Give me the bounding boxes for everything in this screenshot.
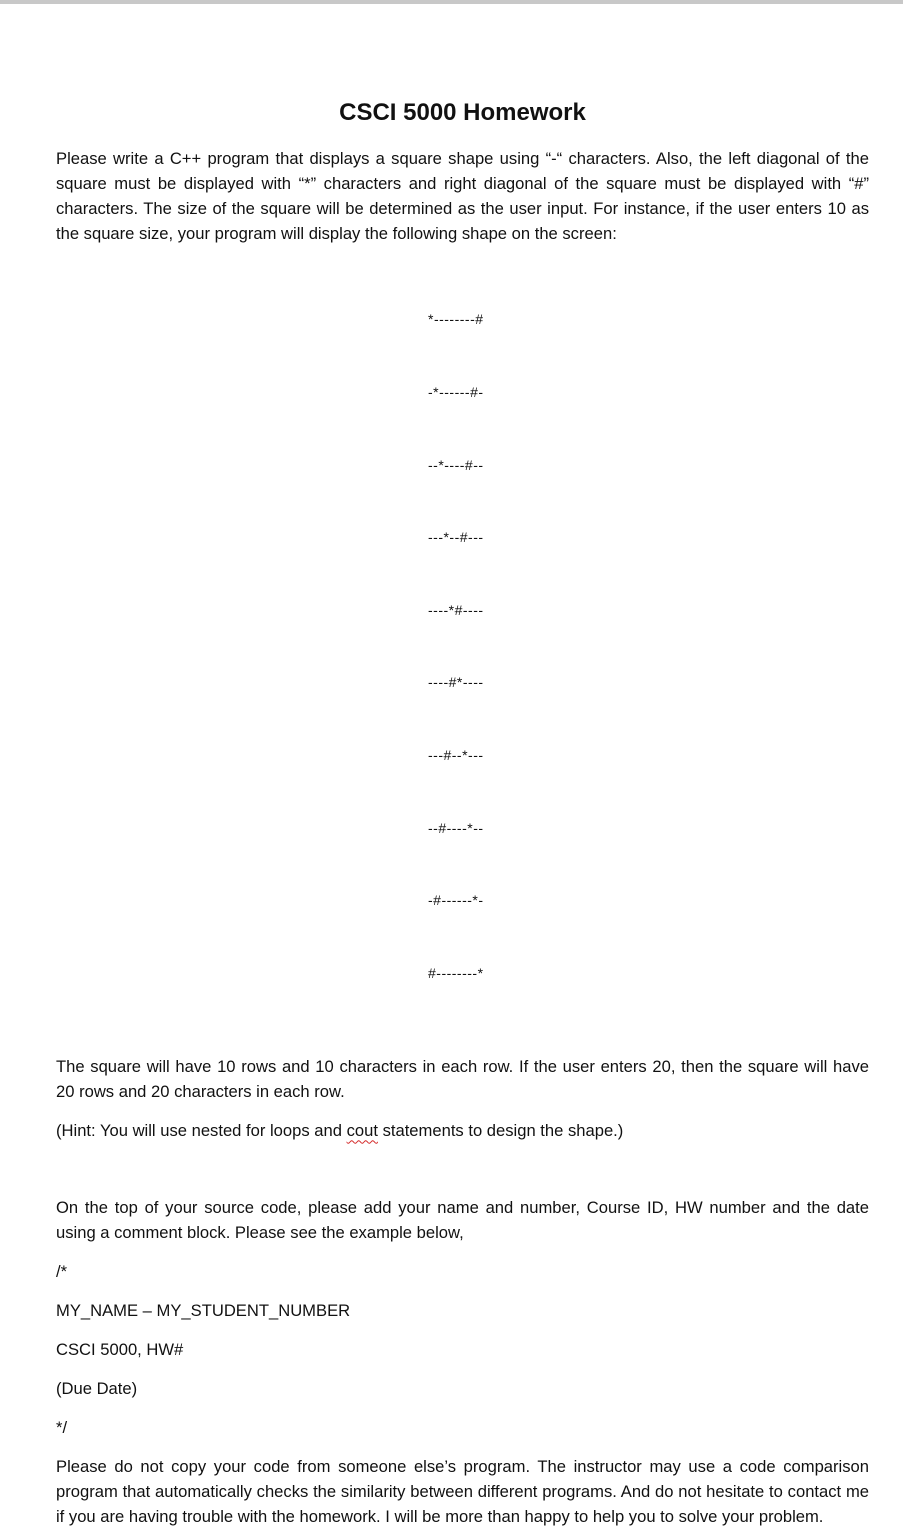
hint-text-end: statements to design the shape.) [377, 1121, 624, 1141]
top-border [0, 0, 903, 4]
comment-name-line: MY_NAME – MY_STUDENT_NUMBER [56, 1301, 351, 1321]
square-description: The square will have 10 rows and 10 characters in each row. If the user enters 20, then the square will have 20 rows and 20 characters in each row. [56, 1057, 869, 1102]
document-title: CSCI 5000 Homework [339, 99, 586, 126]
shape-line: ---#--*--- [428, 746, 484, 763]
shape-line: -*------#- [428, 384, 484, 400]
comment-date-line: (Due Date) [56, 1379, 138, 1399]
square-shape-example [56, 259, 869, 1033]
comment-instructions: On the top of your source code, please add your name and number, Course ID, HW number and the date using a comment block. Please see the example below, [56, 1198, 869, 1243]
shape-line: ----#*---- [428, 674, 484, 691]
shape-line: #--------* [428, 964, 484, 981]
document-page [56, 98, 869, 1529]
shape-line: ---*--#--- [428, 529, 484, 546]
comment-close: */ [56, 1418, 68, 1438]
intro-paragraph: Please write a C++ program that displays a square shape using “-“ characters. Also, the left diagonal of the square must be displayed with “*” characters and right diagonal of the square must be displayed with “#” characters. The size of the square will be determined as the user input. For instance, if the user enters 10 as the square size, your program will display the following shape on the screen: [56, 149, 869, 243]
comment-course-line: CSCI 5000, HW# [56, 1340, 184, 1360]
comment-open: /* [56, 1262, 68, 1282]
spellcheck-word: cout [346, 1121, 378, 1141]
closing-paragraph: Please do not copy your code from someone else’s program. The instructor may use a code comparison program that automatically checks the similarity between different programs. And do not hesitate to contact me if you are having trouble with the homework. I will be more than happy to help you to solve your problem. [56, 1457, 869, 1527]
hint-paragraph [56, 1118, 869, 1143]
hint-text-start: (Hint: You will use nested for loops and [56, 1121, 347, 1141]
shape-line: --#----*-- [428, 819, 484, 836]
shape-line: --*----#-- [428, 456, 484, 473]
shape-line: *--------# [428, 311, 484, 328]
shape-line: ----*#---- [428, 601, 484, 618]
shape-line: -#------*- [428, 892, 484, 909]
